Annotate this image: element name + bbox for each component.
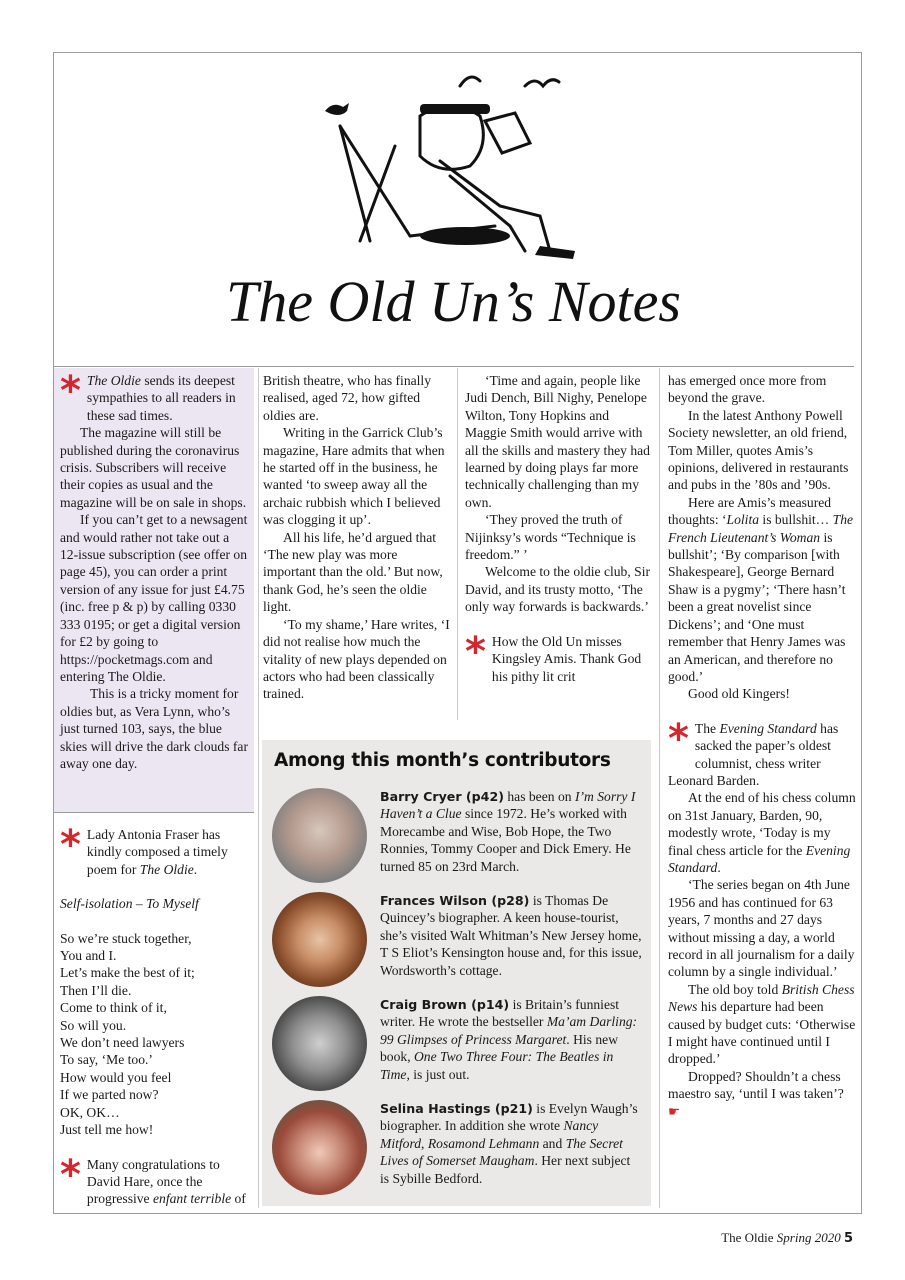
contributor-photo	[272, 788, 367, 883]
paragraph: Welcome to the oldie club, Sir David, and its trusty motto, ‘The only way forwards is backwards.’	[465, 564, 651, 615]
paragraph: ‘Time and again, people like Judi Dench, Bill Nighy, Penelope Wilton, Tony Hopkins and Maggie Smith would arrive with all the skills and mastery they had learned by doing plays far more technically challenging than my own.	[465, 373, 650, 510]
asterisk-icon: *	[60, 1151, 81, 1198]
paragraph: Dropped? Shouldn’t a chess maestro say, ‘until I was taken’? ☛	[668, 1068, 844, 1119]
contributor-entry	[272, 788, 642, 888]
contributor-text: Frances Wilson (p28) is Thomas De Quincey’s biographer. A keen house-tourist, she’s visited Walt Whitman’s New Jersey home, T S Eliot’s Kensington house and, for this issue, Wordsworth’s cottage.	[380, 893, 642, 978]
asterisk-icon: *	[465, 628, 486, 675]
contributor-photo	[272, 892, 367, 987]
column-divider	[258, 368, 259, 1208]
page-footer: The Oldie Spring 2020 5	[721, 1230, 853, 1246]
paragraph: Lady Antonia Fraser has kindly composed a timely poem for The Oldie.	[86, 827, 228, 877]
paragraph: Writing in the Garrick Club’s magazine, Hare admits that when he started off in the business, he wanted ‘to sweep away all the archaic rubbish which I believed was clogging it up’.	[263, 425, 445, 528]
poem: So we’re stuck together, You and I. Let’s make the best of it; Then I’ll die. Come to think of it, So will you. We don’t need lawyers To say, ‘Me too.’ How would you feel If we parted now? OK, OK… Just tell me how!	[60, 930, 195, 1138]
paragraph: ‘The series began on 4th June 1956 and has continued for 63 years, 7 months and 27 days without missing a day, a world record in all journalism for a daily column by a single individual.’	[668, 877, 855, 980]
deckchair-illustration	[300, 66, 600, 266]
column-1-lower	[60, 822, 250, 1208]
paragraph: British theatre, who has finally realised, aged 72, how gifted oldies are.	[263, 373, 431, 423]
contributor-text: Craig Brown (p14) is Britain’s funniest writer. He wrote the bestseller Ma’am Darling: 99 Glimpses of Princess Margaret. His new book, One Two Three Four: The Beatles in Time, is just out.	[380, 997, 638, 1082]
contributor-entry	[272, 996, 642, 1096]
contributors-box	[262, 740, 651, 1206]
contributor-entry	[272, 1100, 642, 1200]
poem-title: Self-isolation – To Myself	[60, 896, 199, 912]
contributor-photo	[272, 996, 367, 1091]
contributor-entry	[272, 892, 642, 992]
paragraph: The old boy told British Chess News his departure had been caused by budget cuts: ‘Otherwise I might have continued until I dropped.’	[668, 981, 856, 1067]
column-1-box-text	[60, 368, 250, 772]
paragraph: The Evening Standard has sacked the paper’s oldest columnist, chess writer Leonard Barden.	[668, 720, 839, 788]
paragraph: ‘They proved the truth of Nijinksy’s words “Technique is freedom.” ’	[465, 512, 636, 563]
page-number: 5	[843, 1231, 853, 1246]
header-divider	[53, 366, 854, 367]
asterisk-icon: *	[60, 368, 81, 414]
paragraph: All his life, he’d argued that ‘The new play was more important than the old.’ But now, thank God, he’s seen the oldie light.	[263, 529, 443, 615]
paragraph: How the Old Un misses Kingsley Amis. Thank God his pithy lit crit	[491, 633, 642, 684]
paragraph: The magazine will still be published during the coronavirus crisis. Subscribers will receive their copies as usual and the magazine will be on sale in shops.	[60, 425, 247, 510]
column-divider	[659, 368, 660, 1208]
column-2	[263, 372, 451, 703]
paragraph: If you can’t get to a newsagent and would rather not take out a 12-issue subscription (see offer on page 45), you can order a print version of any issue for just £4.75 (inc. free p & p) by calling 0330 333 0195; or get a digital version for £2 by going to https://pocketmags.com and entering The Oldie.	[60, 512, 248, 684]
column-3	[465, 372, 653, 685]
contributors-heading: Among this month’s contributors	[274, 750, 611, 771]
pointing-hand-icon: ☛	[668, 1103, 681, 1119]
paragraph: In the latest Anthony Powell Society newsletter, an old friend, Tom Miller, quotes Amis’s opinions, delivered in restaurants and pubs in the ’80s and ’90s.	[668, 407, 849, 493]
contributor-text: Selina Hastings (p21) is Evelyn Waugh’s biographer. In addition she wrote Nancy Mitford, Rosamond Lehmann and The Secret Lives of Somerset Maugham. Her next subject is Sybille Bedford.	[380, 1101, 638, 1186]
paragraph: Good old Kingers!	[688, 686, 790, 702]
contributor-photo	[272, 1100, 367, 1195]
page-title: The Old Un’s Notes	[226, 269, 681, 334]
column-4	[668, 372, 856, 1120]
paragraph: This is a tricky moment for oldies but, as Vera Lynn, who’s just turned 103, says, the blue skies will drive the dark clouds far away one day.	[60, 686, 248, 771]
paragraph: has emerged once more from beyond the grave.	[668, 373, 827, 406]
paragraph: Many congratulations to David Hare, once the progressive enfant terrible of	[86, 1156, 246, 1207]
paragraph: At the end of his chess column on 31st January, Barden, 90, modestly wrote, ‘Today is my final chess article for the Evening Standard.	[668, 790, 856, 875]
paragraph: ‘To my shame,’ Hare writes, ‘I did not realise how much the vitality of new plays depended on actors who had been classically trained.	[263, 616, 450, 702]
contributor-text: Barry Cryer (p42) has been on I’m Sorry I Haven’t a Clue since 1972. He’s worked with Morecambe and Wise, Bob Hope, the Two Ronnies, Tommy Cooper and Dick Emery. He turned 85 on 23rd March.	[380, 789, 636, 874]
paragraph: Here are Amis’s measured thoughts: ‘Lolita is bullshit… The French Lieutenant’s Woman is bullshit’; ‘By comparison [with Shakespeare], George Bernard Shaw is a pygmy’; ‘There hasn’t been a great novelist since Dickens’; and ‘One must remember that Henry James was an American, and therefore no good.’	[668, 494, 854, 684]
paragraph: The Oldie sends its deepest sympathies to all readers in these sad times.	[86, 373, 236, 423]
asterisk-icon: *	[668, 715, 689, 762]
asterisk-icon: *	[60, 822, 81, 868]
